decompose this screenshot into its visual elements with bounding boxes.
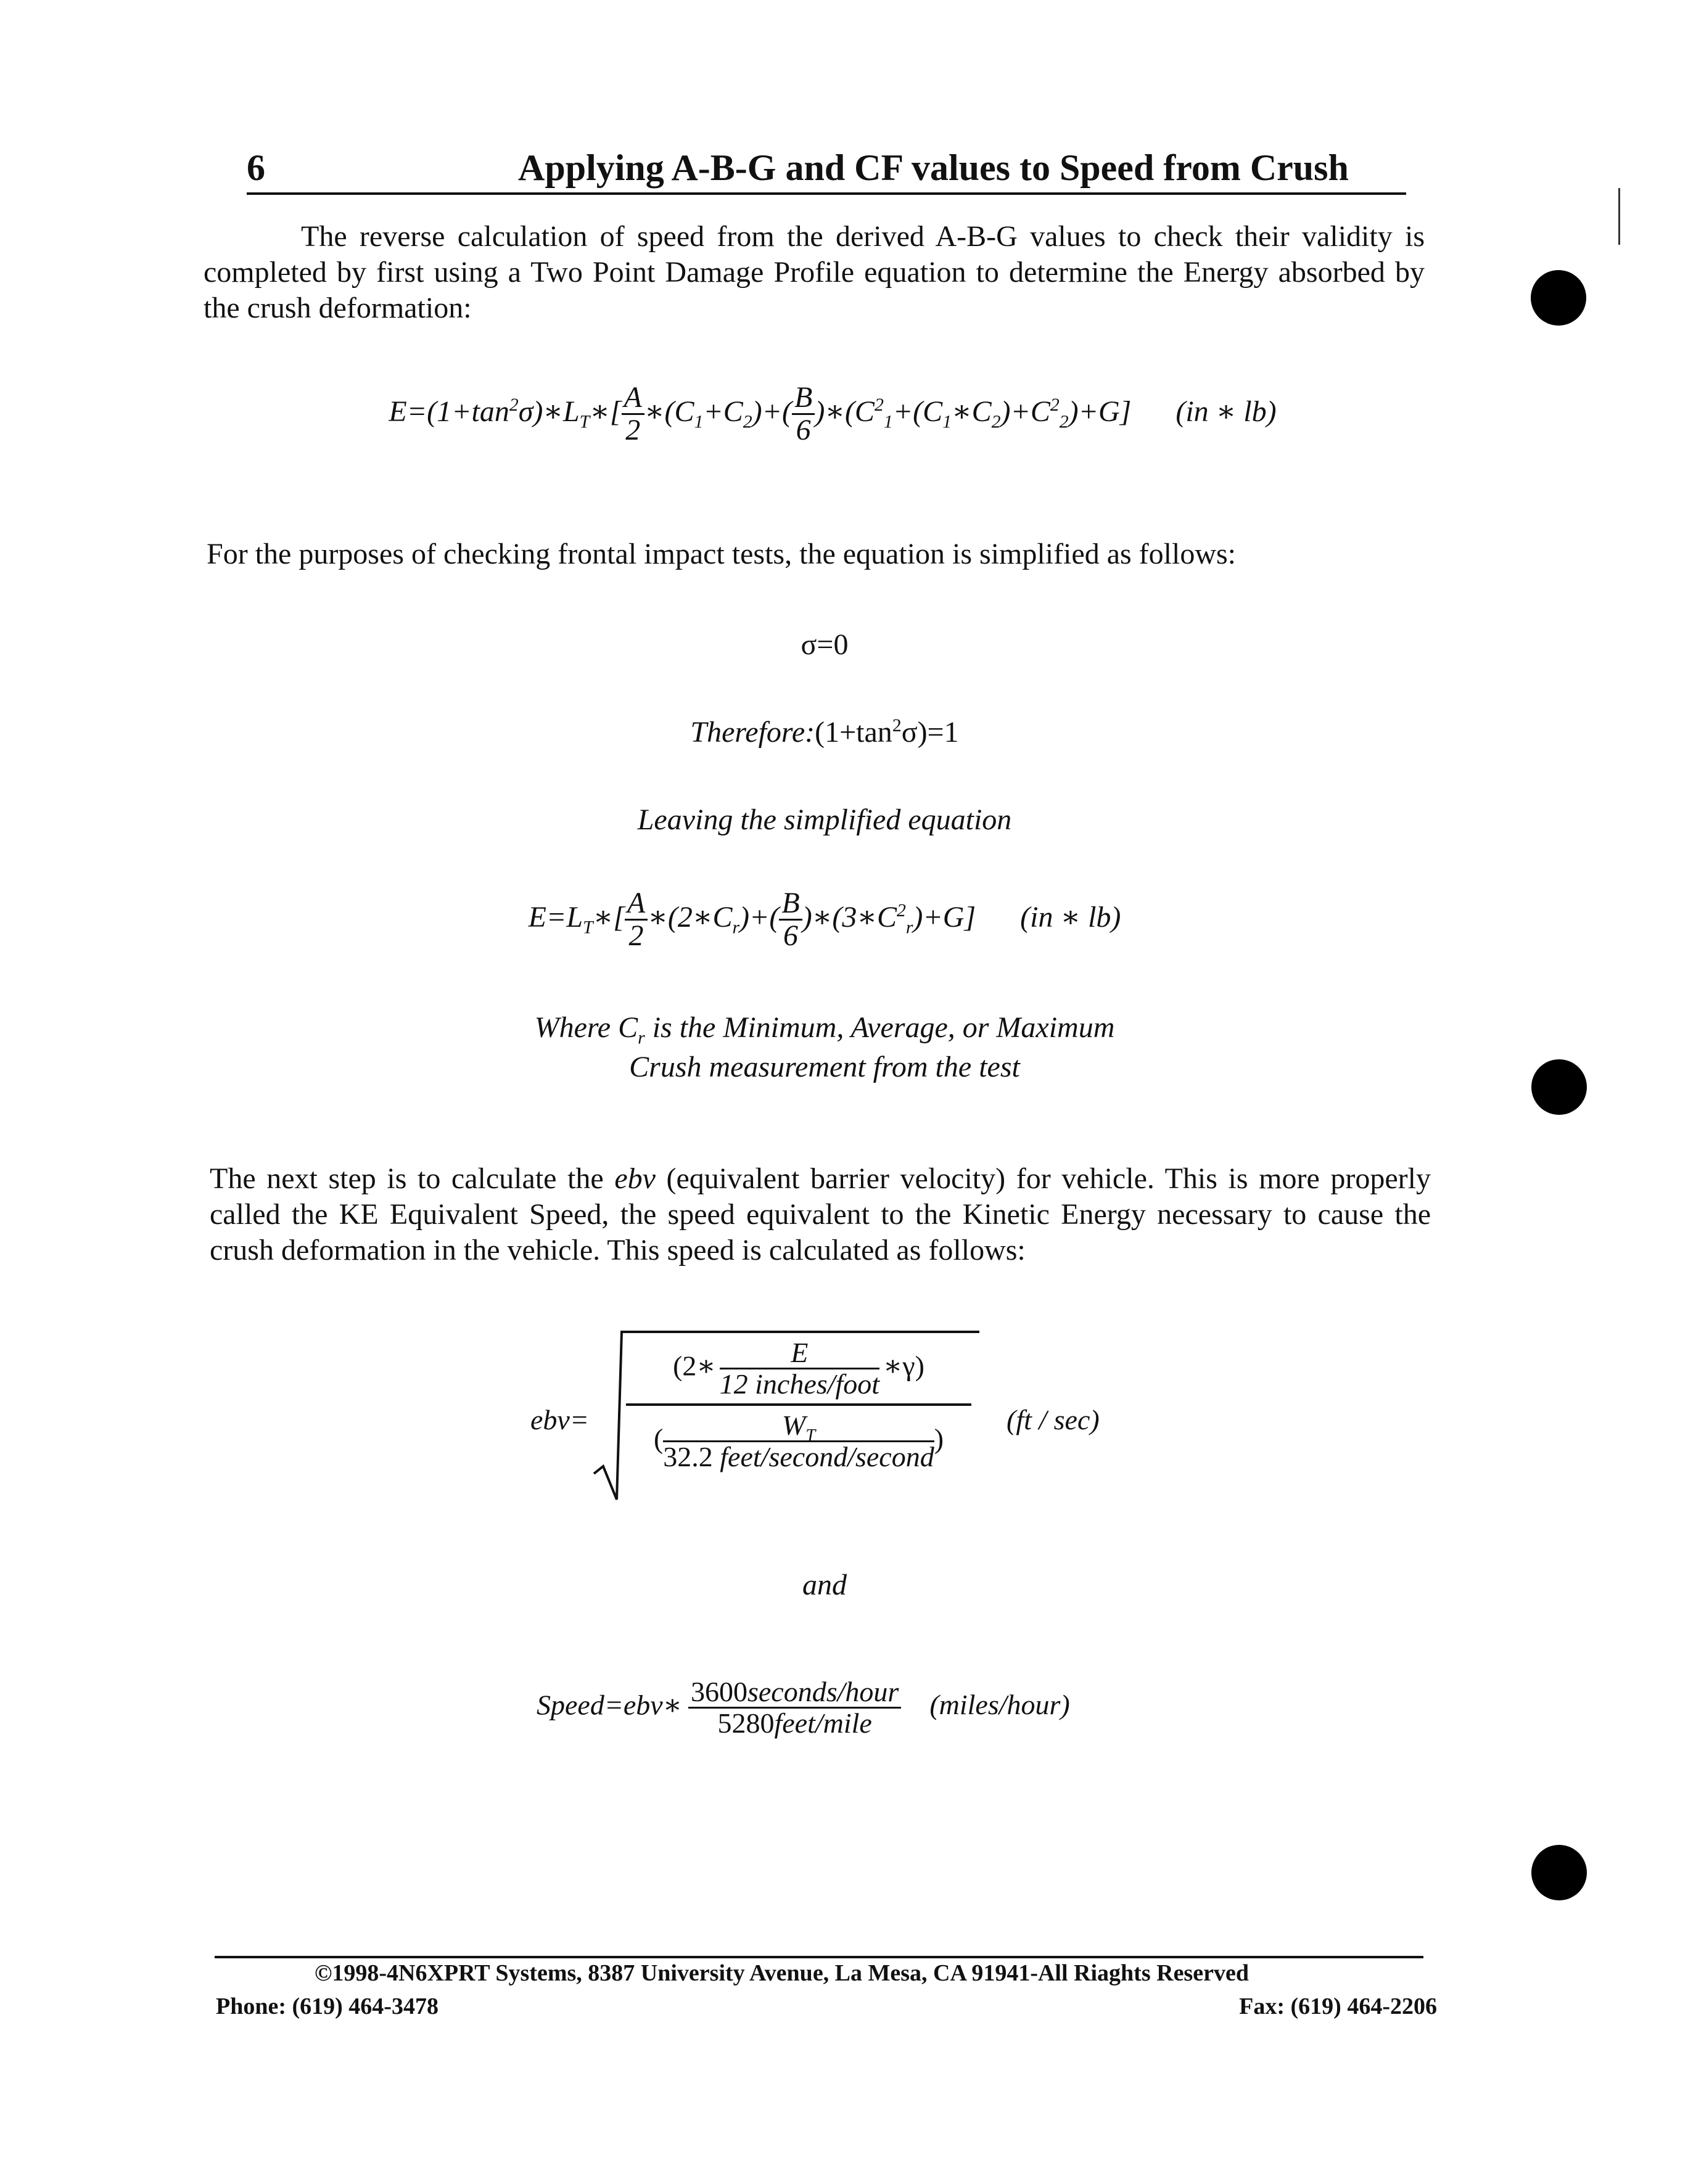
leaving-line: Leaving the simplified equation [637, 803, 1012, 836]
simplified-units: (in ∗ lb) [1020, 900, 1121, 934]
and-word: and [802, 1569, 847, 1601]
ebv-equation: ebv= (2∗ E 12 inches/foot ∗γ) ( $W_T$ 32.2 feet/second/second ) (ft / sec) [0, 1320, 1688, 1517]
energy-equation: $E=(1+\tan^2\sigma)∗L_T∗$[ $\frac{A}{2}$ $∗(C_1+C_2)+$( $\frac{B}{6}$ )$∗(C^2_1+(C_1∗C_2)+C^2_2)+G$] (in ∗ lb) [389, 381, 1277, 447]
section-title: Applying A-B-G and CF values to Speed from Crush [518, 147, 1349, 188]
simplified-equation: $E=L_T∗$[ $\frac{A}{2}$ $∗(2∗C_r)+$( $\frac{B}{6}$ )$∗(3∗C^2_r)+G$] (in ∗ lb) [528, 887, 1121, 953]
footer-rule [215, 1956, 1423, 1958]
therefore-line: $Therefore:(1+\tan^2\sigma)=1$ [690, 715, 959, 749]
margin-line [1618, 188, 1620, 245]
simplify-paragraph: For the purposes of checking frontal impact tests, the equation is simplified as follows: [207, 538, 1237, 570]
footer-fax: Fax: (619) 464-2206 [1239, 1993, 1437, 2019]
page-number: 6 [247, 147, 265, 188]
footer-copyright: ©1998-4N6XPRT Systems, 8387 University Avenue, La Mesa, CA 91941-All Riaghts Reserved [315, 1960, 1249, 1986]
page-header [247, 143, 1406, 195]
energy-units: (in ∗ lb) [1175, 395, 1277, 428]
ebv-paragraph: The next step is to calculate the ebv (equivalent barrier velocity) for vehicle. This is more properly called the KE Equivalent Speed, the speed equivalent to the Kinetic Energy necessary to cause the crush deformation in the vehicle. This speed is calculated as follows: [210, 1162, 1431, 1266]
binder-hole-middle [1531, 1059, 1587, 1115]
binder-hole-top [1531, 270, 1586, 326]
binder-hole-bottom [1531, 1845, 1587, 1900]
sigma-zero: σ=0 [801, 628, 849, 661]
speed-equation: Speed=ebv∗ 3600seconds/hour 5280feet/mile (miles/hour) [537, 1676, 1070, 1739]
speed-units: (miles/hour) [929, 1689, 1070, 1721]
where-note: Where $C_r$ is the Minimum, Average, or Maximum Crush measurement from the test [534, 1011, 1115, 1083]
footer-phone: Phone: (619) 464-3478 [216, 1993, 438, 2019]
intro-paragraph: The reverse calculation of speed from the derived A-B-G values to check their validity is completed by first using a Two Point Damage Profile equation to determine the Energy absorbed by the crush deformation: [204, 220, 1425, 324]
ebv-units: (ft / sec) [1007, 1404, 1100, 1435]
ebv-outer-fraction: (2∗ E 12 inches/foot ∗γ) ( $W_T$ 32.2 feet/second/second ) [626, 1338, 971, 1472]
